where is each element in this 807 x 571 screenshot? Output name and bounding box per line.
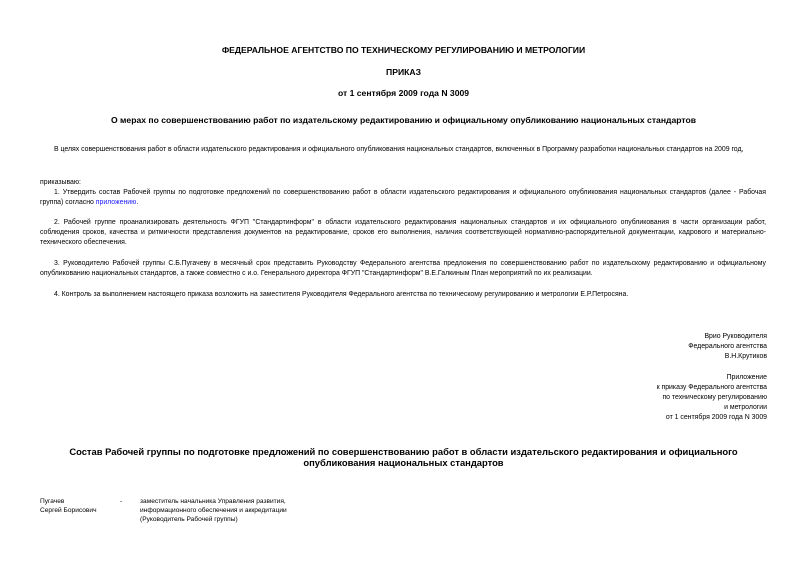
composition-title: Состав Рабочей группы по подготовке предложений по совершенствованию работ в области издательского редактирования и официального опубликования национальных стандартов <box>69 446 738 468</box>
preamble-text: В целях совершенствования работ в области издательского редактирования и официального опубликования национальных стандартов, включенных в Программу разработки национальных стандартов на 2009 год, <box>54 146 744 153</box>
appendix-link[interactable]: приложению <box>95 199 137 206</box>
item-1-suffix: . <box>136 199 139 206</box>
member-position <box>140 497 287 524</box>
appendix-ref-line-3: по техническому регулированию <box>662 394 767 401</box>
member-position-line-1: заместитель начальника Управления развития, <box>140 498 286 505</box>
member-position-line-2: информационного обеспечения и аккредитации <box>140 507 287 514</box>
document-subject: О мерах по совершенствованию работ по издательскому редактированию и официальному опубликованию национальных стандартов <box>110 115 697 125</box>
signature-block <box>688 332 767 362</box>
order-item-4 <box>40 290 766 300</box>
agency-name: ФЕДЕРАЛЬНОЕ АГЕНТСТВО ПО ТЕХНИЧЕСКОМУ РЕГУЛИРОВАНИЮ И МЕТРОЛОГИИ <box>221 45 586 55</box>
item-2-text: 2. Рабочей группе проанализировать деятельность ФГУП "Стандартинформ" в области издательского редактирования национальных стандартов и их официального опубликования в части организации работ, соблюдения сроков, качества и ритмичности представления документов на редактирование, сроков его выполнения, наличия соответствующей нормативно-распорядительной документации, кадрового и материально-технического обеспечения. <box>40 219 766 246</box>
appendix-reference-block <box>657 373 767 423</box>
member-position-line-3: (Руководитель Рабочей группы) <box>140 516 238 523</box>
document-date-number: от 1 сентября 2009 года N 3009 <box>337 88 470 98</box>
appendix-ref-line-4: и метрологии <box>724 404 767 411</box>
item-1-text: 1. Утвердить состав Рабочей группы по подготовке предложений по совершенствованию работ в области издательского редактирования и официального опубликования национальных стандартов (далее - Рабочая группа) согласно <box>40 189 766 206</box>
member-dash: - <box>120 498 123 505</box>
signature-name: В.Н.Крутиков <box>724 353 767 360</box>
document-type: ПРИКАЗ <box>386 67 421 77</box>
signature-line-1: Врио Руководителя <box>704 333 767 340</box>
appendix-ref-line-1: Приложение <box>726 374 767 381</box>
item-3-text: 3. Руководителю Рабочей группы С.Б.Пугачеву в месячный срок представить Руководству Федерального агентства предложения по совершенствованию работ по издательскому редактированию и официальному опубликованию национальных стандартов, а также совместно с и.о. Генерального директора ФГУП "Стандартинформ" В.Е.Галкиным План мероприятий по их реализации. <box>40 260 766 277</box>
signature-line-2: Федерального агентства <box>688 343 767 350</box>
order-item-2 <box>40 218 766 248</box>
appendix-ref-line-5: от 1 сентября 2009 года N 3009 <box>665 414 767 421</box>
order-word: приказываю: <box>40 179 81 186</box>
member-name <box>40 497 97 515</box>
order-item-3 <box>40 259 766 279</box>
order-item-1 <box>40 188 766 208</box>
preamble-paragraph <box>40 145 766 155</box>
member-given-name: Сергей Борисович <box>40 507 97 514</box>
item-4-text: 4. Контроль за выполнением настоящего приказа возложить на заместителя Руководителя Федерального агентства по техническому регулированию и метрологии Е.Р.Петросяна. <box>54 291 629 298</box>
member-surname: Пугачев <box>40 498 65 505</box>
appendix-ref-line-2: к приказу Федерального агентства <box>656 384 767 391</box>
